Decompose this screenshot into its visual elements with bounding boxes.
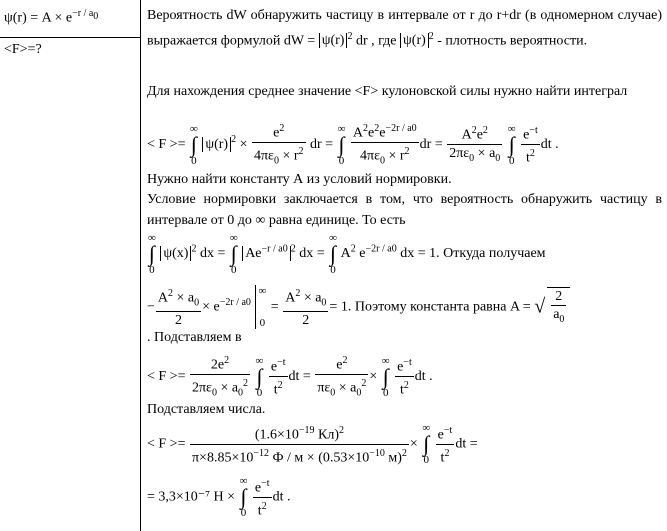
paragraph-normalization-condition: Условие нормировки заключается в том, что вероятность обнаружить частицу в интервале от 0 до ∞ равна единице. То есть [147,192,662,228]
paragraph-numbers: Подставляем числа. [147,402,266,417]
paragraph-normalization: Нужно найти константу А из условий нормировки. [147,172,452,187]
text-otkuda: . Откуда получаем [436,246,546,262]
formula-mean-force: < F >= ∞ ∫ 0 ψ(r) $^2$ × $\frac{e^2}{4\pi\varepsilon_0 \times r^2}$ dr = ∞ ∫ 0 $\frac{A^2e^2e^{-2r / a0}}{4\pi\varepsilon_0 \times r^2}$ dr = $\frac{A^2e^2}{2\pi\varepsilon_0 \times a_0}$ ∞ ∫ 0 $\frac{e^{-t}}{t^2}$ dt . [147,120,559,169]
text-poetomu: . Поэтому константа равна A = [347,299,531,315]
formula-result: = 3,3×10⁻⁷ Н × ∞ ∫ 0 $\frac{e^{-t}}{t^2}$ dt . [147,475,291,520]
formula-mean-force-substituted: < F >= $\frac{2e^2}{2\pi\varepsilon_0 \times a_0^2}$ ∞ ∫ 0 $\frac{e^{-t}}{t^2}$ dt = $\frac{e^2}{\pi\varepsilon_0 \times a_0^2}$ × ∞ ∫ 0 $\frac{e^{-t}}{t^2}$ dt . [147,352,433,401]
column-divider [140,0,141,531]
formula-numeric: < F >= ($1.6\times 10^{-19}$ Кл)$^2$ $\pi\times 8.85\times 10^{-12}$ $Ф / м \times (0.53\times 10^{-10}$ м)$^2$ × ∞ ∫ 0 $\frac{e^{-t}}{t^2}$ dt = [147,422,478,467]
formula-constant: − $\frac{A^2 \times a_0}{2}$ × $e^{-2r / a0}$ ∞ 0 = $\frac{A^2 \times a_0}{2}$ = 1. Поэтому константа равна A = √ $\frac{2}{a_0}$ [147,285,570,329]
given-divider [0,37,141,38]
paragraph-substitute: . Подставляем в [147,330,242,345]
result-value: = 3,3×10⁻⁷ Н × [147,489,236,505]
paragraph-probability: Вероятность dW обнаружить частицу в интервале от r до r+dr (в одномерном случае) выражается формулой dW = ψ(r) $^2$ dr , где ψ(r) $^2$ - плотность вероятности. [147,8,662,49]
formula-normalization: ∞ ∫ 0 ψ(x) $^2$ dx = ∞ ∫ 0 $Ae^{-r / a0}$ $^2$ dx = ∞ ∫ 0 $A^2$ $e^{-2r / a0}$ dx = 1. Откуда получаем [148,232,546,276]
given-find: <F>=? [4,42,42,57]
paragraph-mean-force: Для нахождения среднее значение <F> кулоновской силы нужно найти интеграл [147,84,628,99]
given-psi: $\psi(r) = A \times e^{-r / a_0}$ [4,8,99,26]
